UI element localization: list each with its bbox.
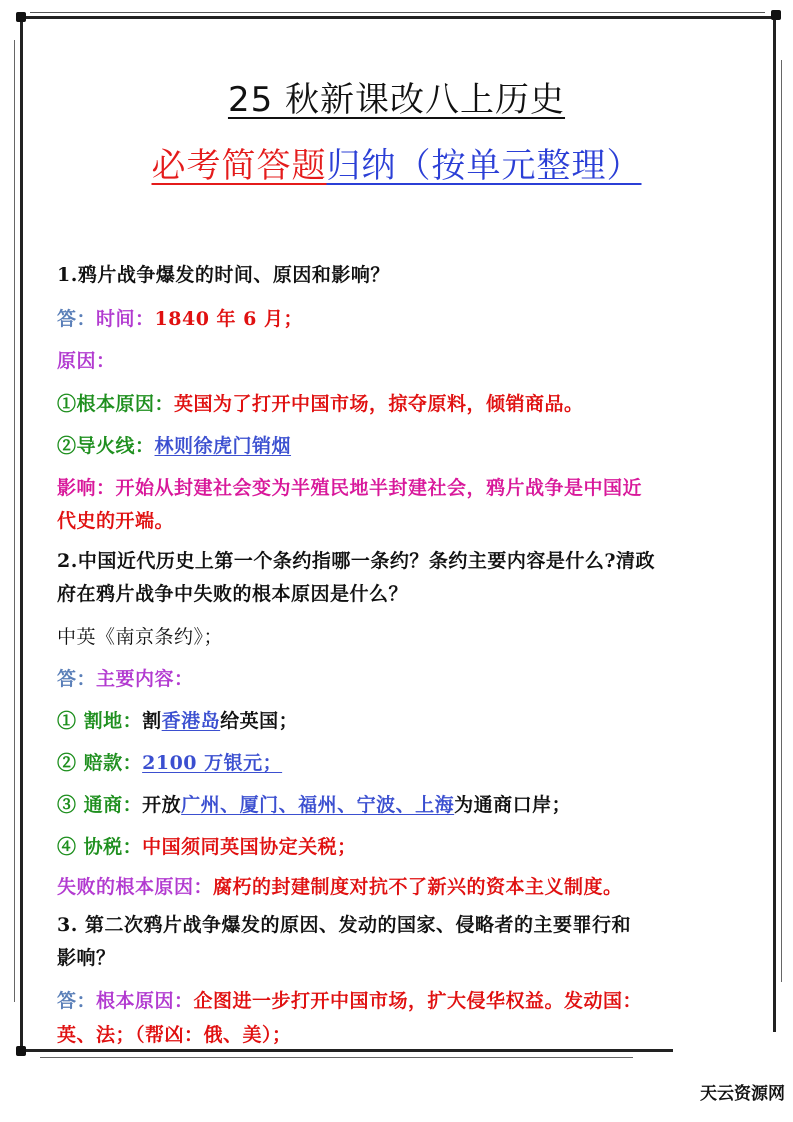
border-bottom (20, 1049, 673, 1052)
q1-cause-label: 原因： (57, 350, 116, 372)
border-top (22, 16, 775, 19)
fuse-link[interactable]: 林则徐虎门销烟 (154, 435, 292, 457)
page-title: 25 秋新课改八上历史 (227, 80, 566, 120)
subtitle-red: 必考简答题 (151, 146, 327, 186)
q2-question-line1: 2.中国近代历史上第一个条约指哪一条约？条约主要内容是什么?清政 (57, 550, 655, 572)
indemnity-link[interactable]: 2100 万银元； (142, 752, 283, 774)
border-right-inner (781, 60, 782, 982)
border-corner-top-right (771, 10, 781, 20)
q1-answer-time: 答：时间：1840 年 6 月； (57, 308, 303, 330)
q3-question-line2: 影响？ (57, 947, 116, 969)
border-bottom-inner (40, 1057, 633, 1058)
q1-fuse: ②导火线：林则徐虎门销烟 (57, 435, 292, 457)
q2-question-line2: 府在鸦片战争中失败的根本原因是什么？ (57, 583, 409, 605)
q2-treaty: 中英《南京条约》； (57, 626, 224, 648)
q2-fail-cause: 失败的根本原因：腐朽的封建制度对抗不了新兴的资本主义制度。 (57, 876, 623, 898)
watermark: 天云资源网 (700, 1084, 785, 1104)
q1-question: 1.鸦片战争爆发的时间、原因和影响？ (57, 264, 390, 286)
border-corner-bottom-left (16, 1046, 26, 1056)
trade-ports-link[interactable]: 广州、厦门、福州、宁波、上海 (181, 794, 455, 816)
q1-impact-line1: 影响：开始从封建社会变为半殖民地半封建社会，鸦片战争是中国近 (57, 477, 643, 499)
q1-root-cause: ①根本原因：英国为了打开中国市场，掠夺原料，倾销商品。 (57, 393, 584, 415)
q2-cede: ① 割地：割香港岛给英国； (57, 710, 299, 732)
q3-answer: 答：根本原因：企图进一步打开中国市场，扩大侵华权益。发动国： (57, 990, 643, 1012)
q1-impact-line2: 代史的开端。 (57, 510, 175, 532)
q3-countries: 英、法；（帮凶：俄、美）； (57, 1024, 292, 1046)
q2-answer-content: 答：主要内容： (57, 668, 194, 690)
q2-trade: ③ 通商：开放广州、厦门、福州、宁波、上海为通商口岸； (57, 794, 572, 816)
subtitle-blue: 归纳（按单元整理） (326, 146, 642, 186)
page-subtitle (0, 138, 793, 187)
q2-tariff: ④ 协税：中国须同英国协定关税； (57, 836, 357, 858)
cede-place-link[interactable]: 香港岛 (161, 710, 221, 732)
border-top-inner (30, 12, 765, 13)
q3-question-line1: 3. 第二次鸦片战争爆发的原因、发动的国家、侵略者的主要罪行和 (57, 914, 631, 936)
q2-indemnity: ② 赔款：2100 万银元； (57, 752, 283, 774)
border-corner-top-left (16, 12, 26, 22)
